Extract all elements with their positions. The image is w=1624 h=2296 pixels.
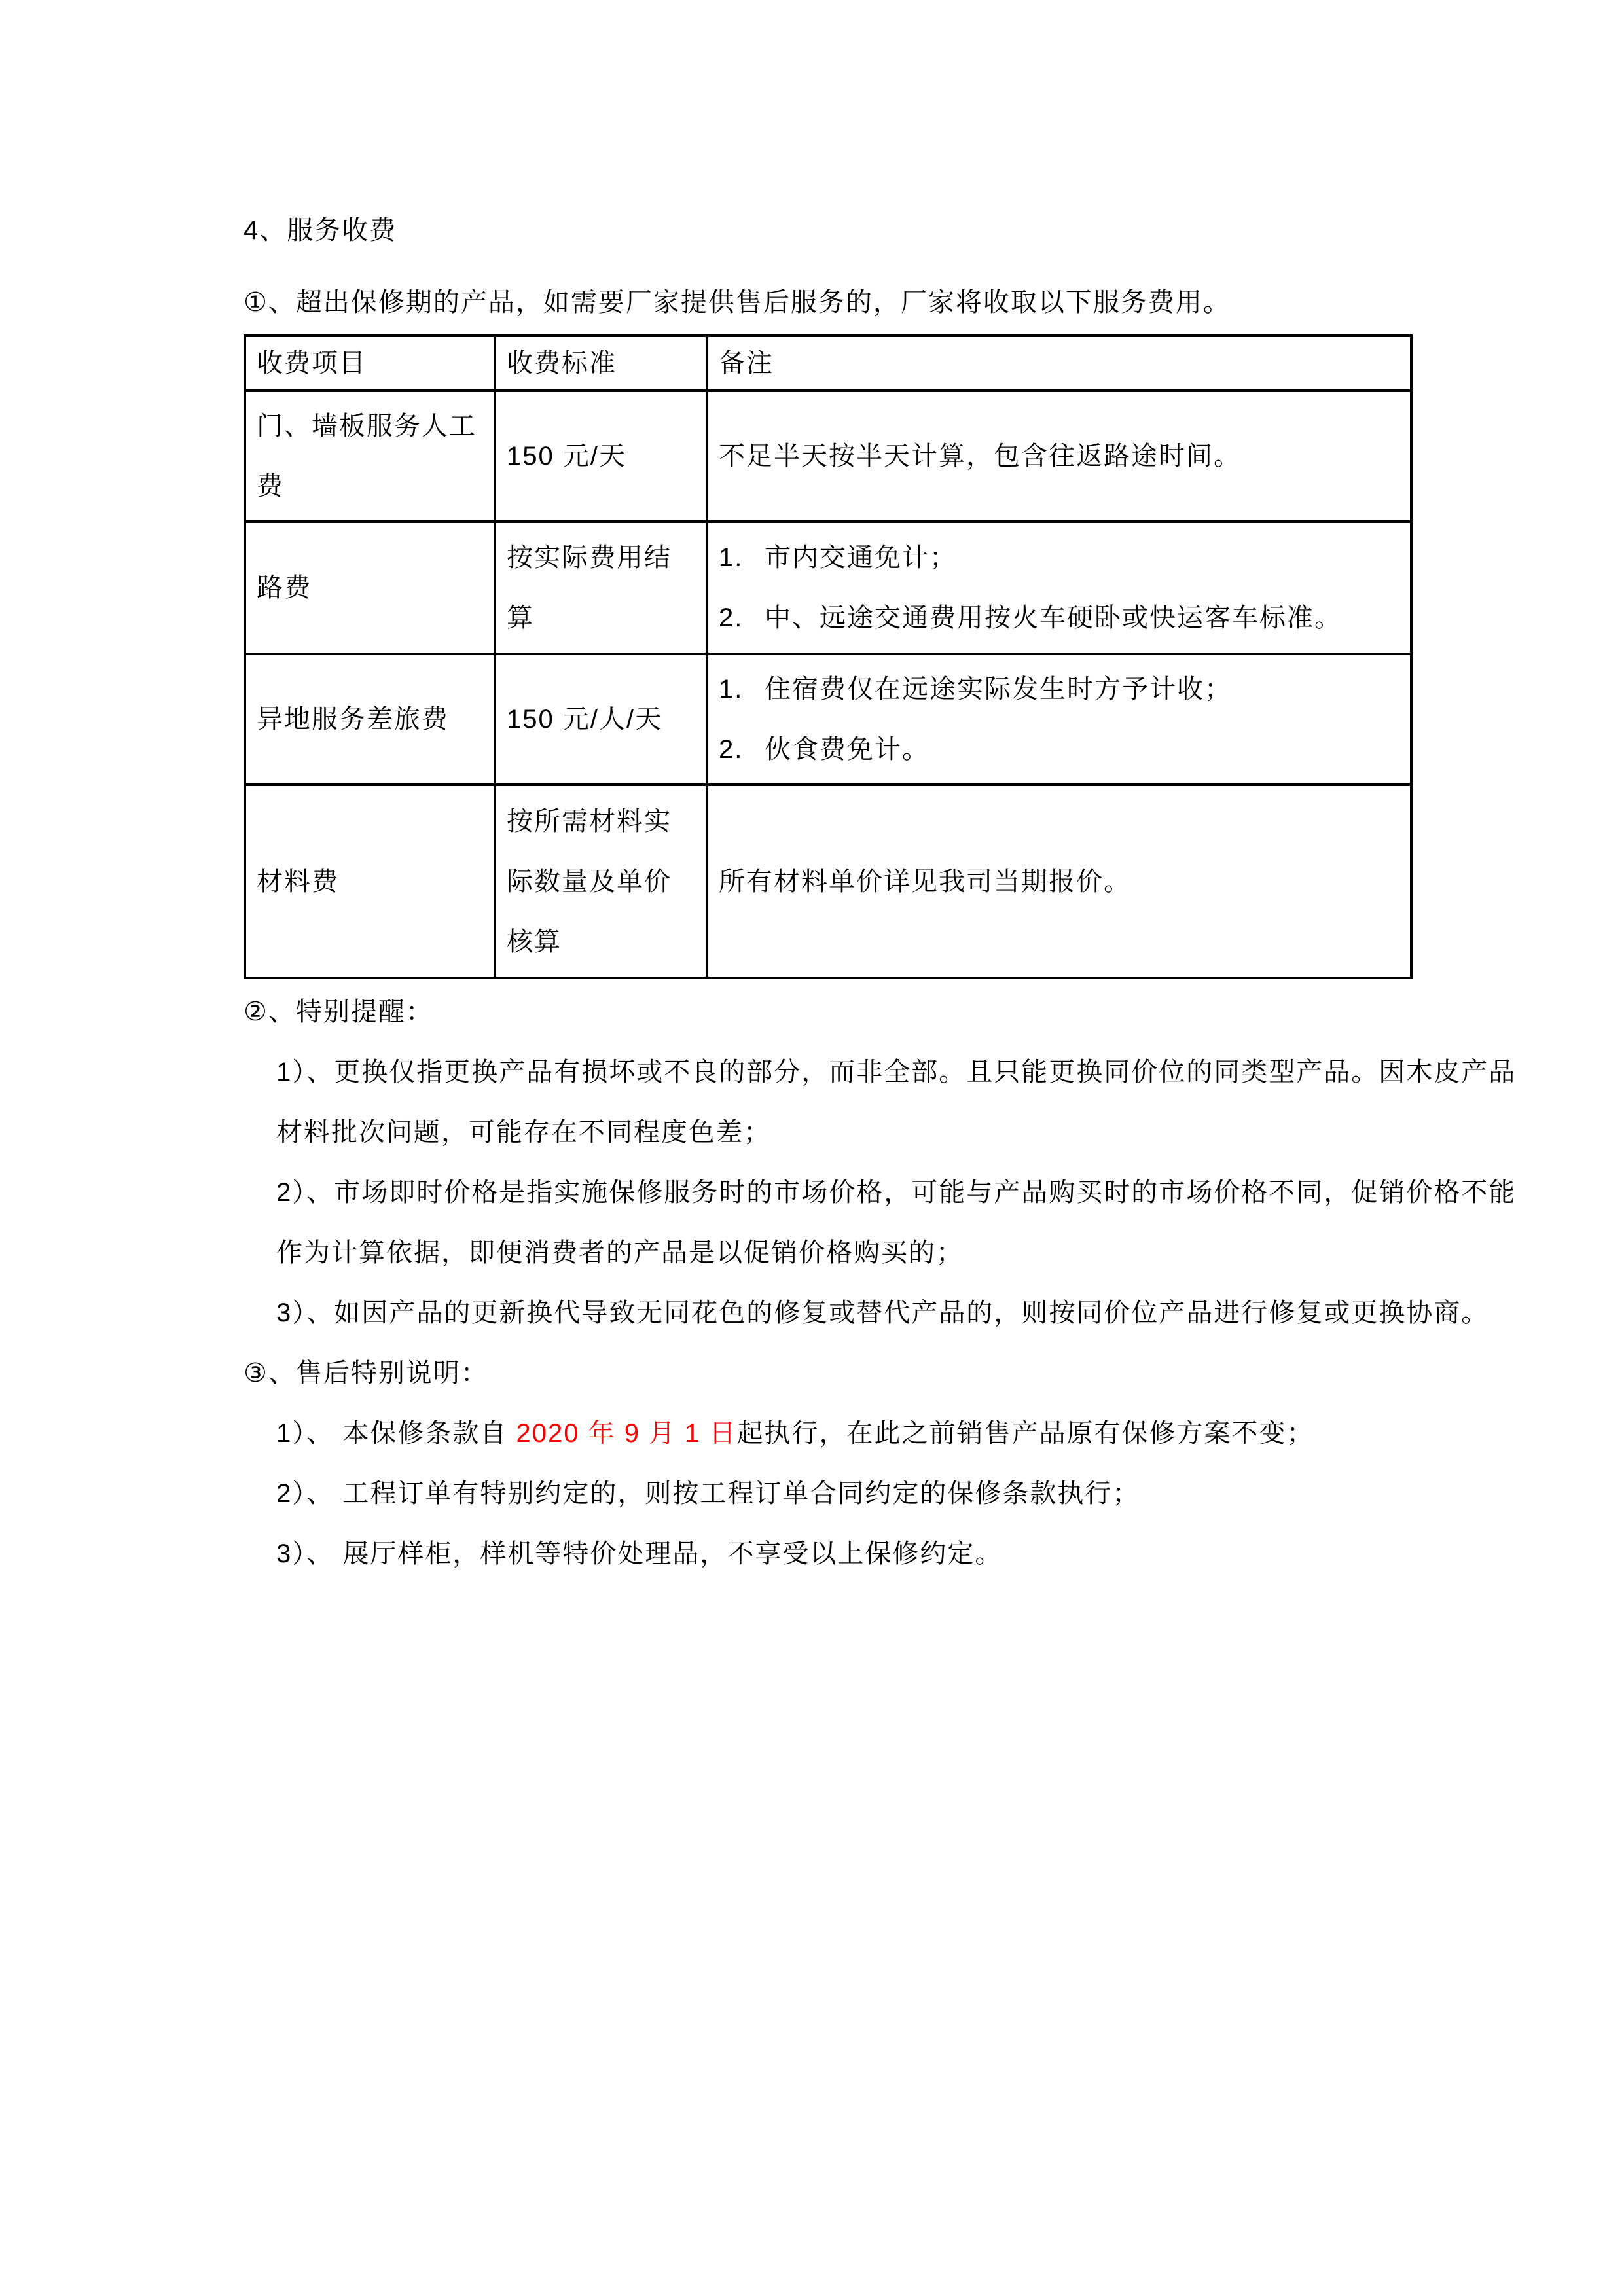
note-text: 住宿费仅在远途实际发生时方予计收； <box>765 675 1232 704</box>
note-line <box>719 659 1399 719</box>
table-row <box>245 391 1411 522</box>
intro-paragraph: ①、超出保修期的产品，如需要厂家提供售后服务的，厂家将收取以下服务费用。 <box>244 288 1231 317</box>
reminder-heading: ②、特别提醒： <box>244 997 433 1026</box>
fee-notes-cell <box>707 522 1411 654</box>
note-line <box>719 852 1399 912</box>
fee-standard-cell: 150 元/天 <box>495 391 707 522</box>
note-text: 不足半天按半天计算，包含往返路途时间。 <box>719 442 1241 471</box>
fee-standard-cell: 按所需材料实际数量及单价核算 <box>495 785 707 978</box>
fee-table <box>244 334 1413 979</box>
note-number: 2. <box>719 735 744 764</box>
aftersale-item-2-prefix: 2）、 工程订单有特别约定的，则按工程订单合同约定的保修条款执行； <box>276 1479 1140 1508</box>
note-text: 所有材料单价详见我司当期报价。 <box>719 867 1131 896</box>
aftersale-item-1-prefix: 1）、 本保修条款自 <box>276 1419 516 1448</box>
header-fee-item: 收费项目 <box>245 336 495 391</box>
header-notes: 备注 <box>707 336 1411 391</box>
table-row <box>245 654 1411 785</box>
note-text: 市内交通免计； <box>765 543 957 572</box>
note-line <box>719 719 1399 780</box>
aftersale-item-3 <box>276 1524 1532 1584</box>
fee-notes-cell <box>707 654 1411 785</box>
fee-item-cell: 路费 <box>245 522 495 654</box>
section-title: 4、服务收费 <box>244 216 397 245</box>
note-text: 伙食费免计。 <box>765 735 929 764</box>
note-line <box>719 528 1399 588</box>
note-number: 1. <box>719 675 744 704</box>
note-text: 中、远途交通费用按火车硬卧或快运客车标准。 <box>765 603 1342 632</box>
header-fee-standard: 收费标准 <box>495 336 707 391</box>
note-number: 2. <box>719 603 744 632</box>
fee-standard-cell: 按实际费用结算 <box>495 522 707 654</box>
reminder-item-3: 3）、如因产品的更新换代导致无同花色的修复或替代产品的，则按同价位产品进行修复或更换协商。 <box>276 1299 1489 1327</box>
table-row <box>245 785 1411 978</box>
effective-date-highlight: 2020 年 9 月 1 日 <box>516 1419 737 1448</box>
fee-notes-cell <box>707 785 1411 978</box>
aftersale-item-1-suffix: 起执行，在此之前销售产品原有保修方案不变； <box>736 1419 1314 1448</box>
aftersale-heading: ③、售后特别说明： <box>244 1359 488 1388</box>
note-number: 1. <box>719 543 744 572</box>
fee-item-cell: 门、墙板服务人工费 <box>245 391 495 522</box>
table-row <box>245 522 1411 654</box>
reminder-item-1: 1）、更换仅指更换产品有损坏或不良的部分，而非全部。且只能更换同价位的同类型产品。因木皮产品材料批次问题，可能存在不同程度色差； <box>276 1058 1517 1147</box>
note-line <box>719 426 1399 486</box>
aftersale-item-2 <box>276 1463 1532 1524</box>
table-header-row <box>245 336 1411 391</box>
aftersale-item-1 <box>276 1403 1532 1463</box>
note-line <box>719 588 1399 648</box>
fee-notes-cell <box>707 391 1411 522</box>
aftersale-item-3-prefix: 3）、 展厅样柜，样机等特价处理品，不享受以上保修约定。 <box>276 1539 1003 1568</box>
reminder-item-2: 2）、市场即时价格是指实施保修服务时的市场价格，可能与产品购买时的市场价格不同，促销价格不能作为计算依据，即便消费者的产品是以促销价格购买的； <box>276 1178 1517 1267</box>
lower-text-block <box>244 982 1546 1584</box>
fee-standard-cell: 150 元/人/天 <box>495 654 707 785</box>
fee-item-cell: 材料费 <box>245 785 495 978</box>
fee-item-cell: 异地服务差旅费 <box>245 654 495 785</box>
